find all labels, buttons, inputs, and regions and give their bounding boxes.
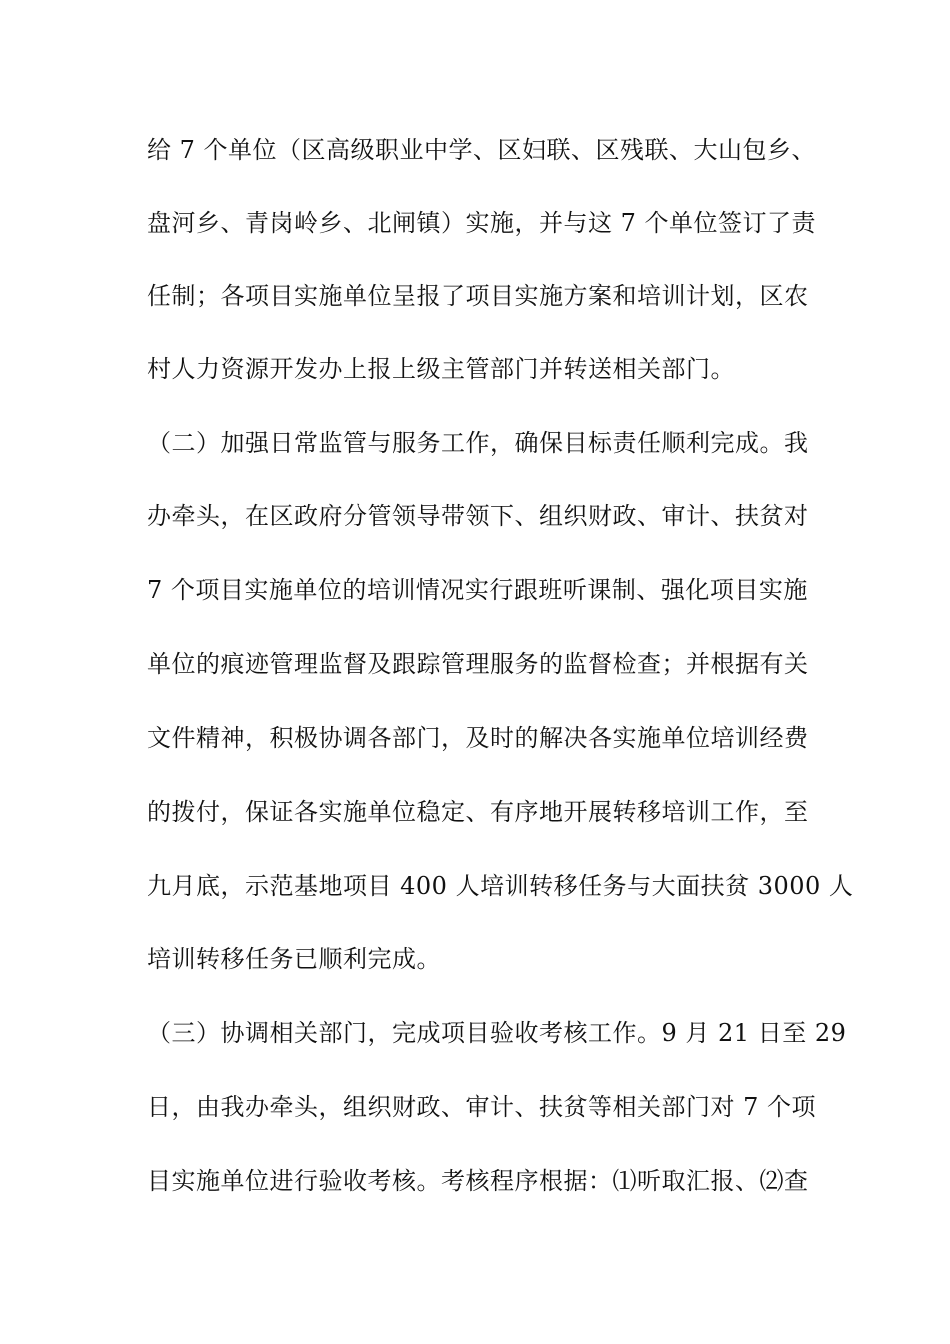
text-line: 单位的痕迹管理监督及跟踪管理服务的监督检查；并根据有关 [147,650,809,678]
text-line: 九月底，示范基地项目 400 人培训转移任务与大面扶贫 3000 人 [147,872,854,900]
text-line: 村人力资源开发办上报上级主管部门并转送相关部门。 [147,355,735,383]
text-line: 给 7 个单位（区高级职业中学、区妇联、区残联、大山包乡、 [147,136,817,164]
text-line: 文件精神，积极协调各部门，及时的解决各实施单位培训经费 [147,724,809,752]
text-line: 7 个项目实施单位的培训情况实行跟班听课制、强化项目实施 [147,576,808,604]
text-line: 目实施单位进行验收考核。考核程序根据：⑴听取汇报、⑵查 [147,1167,809,1195]
text-line: 的拨付，保证各实施单位稳定、有序地开展转移培训工作，至 [147,798,809,826]
text-line: 办牵头，在区政府分管领导带领下、组织财政、审计、扶贫对 [147,502,809,530]
text-line: 盘河乡、青岗岭乡、北闸镇）实施，并与这 7 个单位签订了责 [147,209,817,237]
section-heading-line: （三）协调相关部门，完成项目验收考核工作。9 月 21 日至 29 [147,1019,847,1047]
text-line: 培训转移任务已顺利完成。 [147,945,441,973]
text-line: 任制；各项目实施单位呈报了项目实施方案和培训计划，区农 [147,282,809,310]
section-heading-line: （二）加强日常监管与服务工作，确保目标责任顺利完成。我 [147,429,809,457]
text-line: 日，由我办牵头，组织财政、审计、扶贫等相关部门对 7 个项 [147,1093,817,1121]
